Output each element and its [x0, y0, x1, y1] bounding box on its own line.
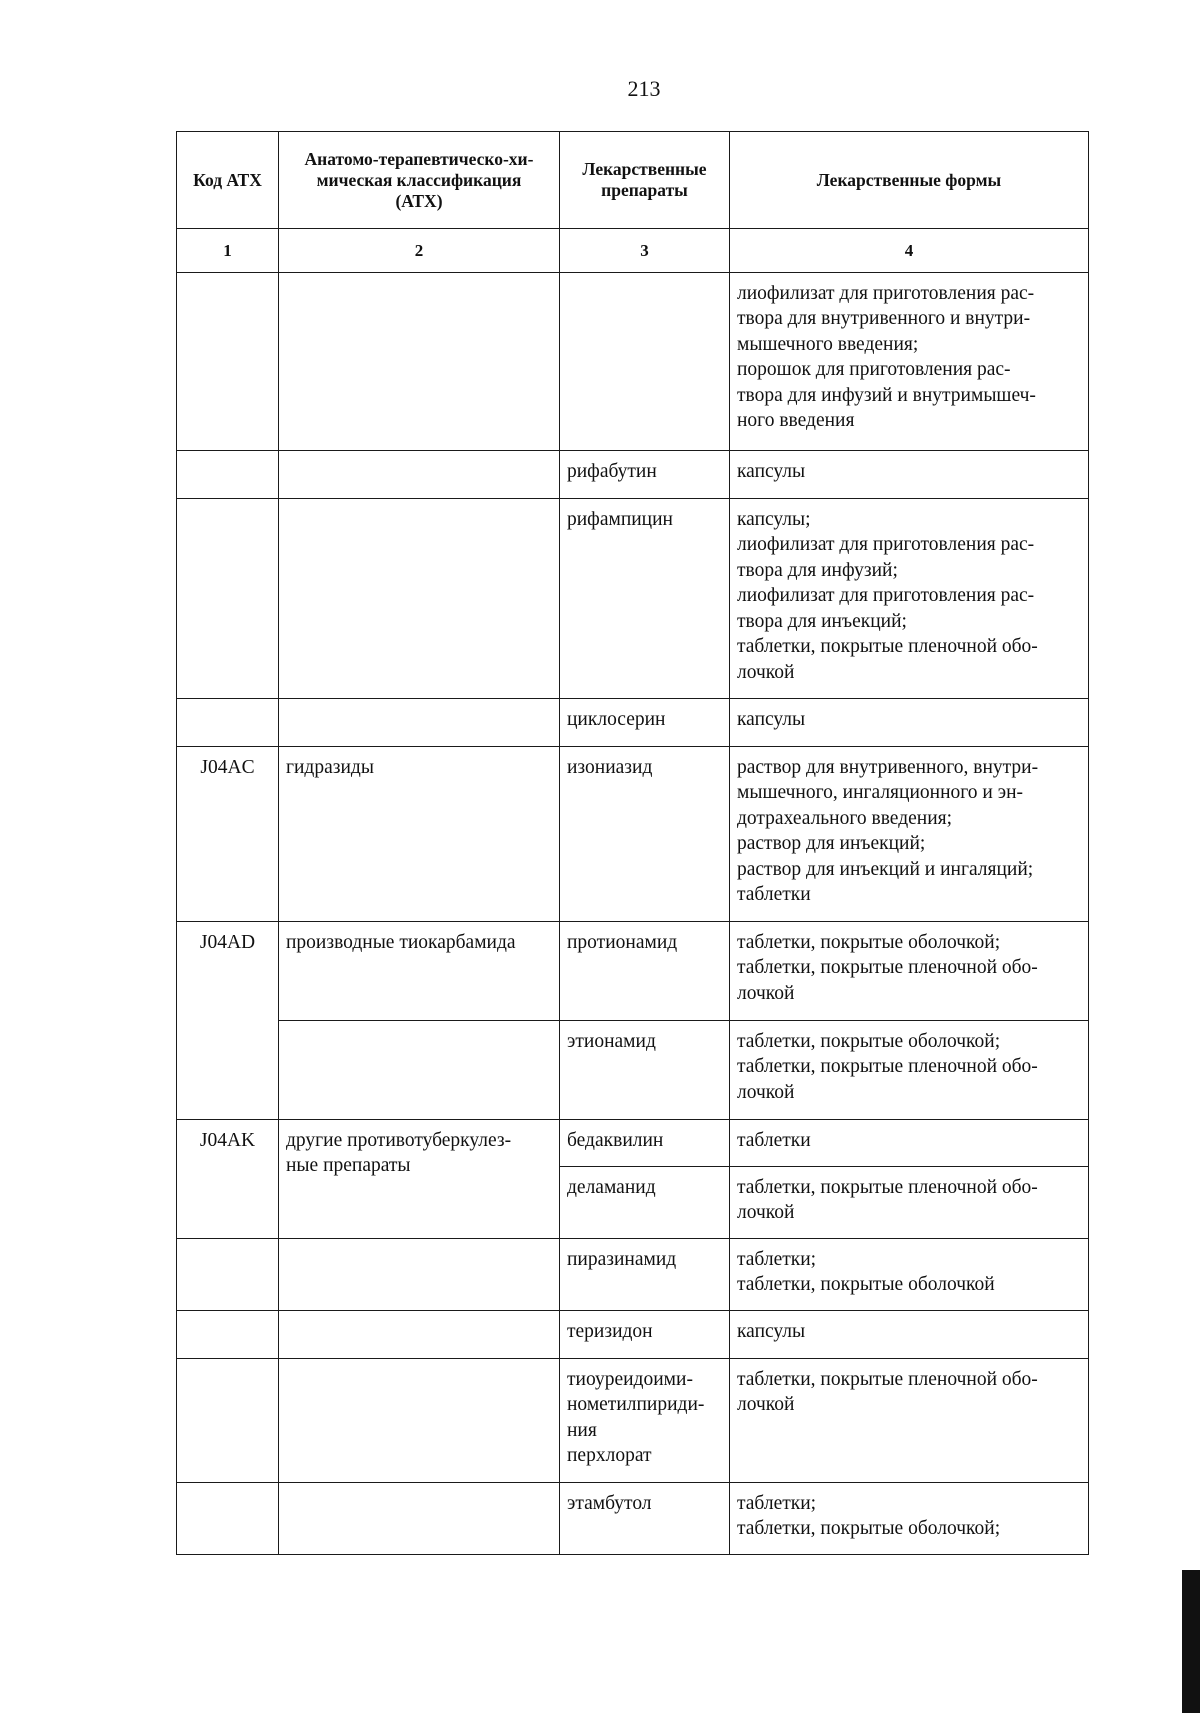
drug-cell: пиразинамид [560, 1238, 730, 1310]
table-row [177, 450, 1089, 498]
drug-cell: тиоуреидоими- нометилпириди- ния перхлорат [560, 1358, 730, 1482]
atc-code-cell [177, 272, 279, 450]
header-drugs: Лекарственные препараты [560, 132, 730, 229]
classification-cell [279, 698, 560, 746]
table-row [177, 698, 1089, 746]
drug-cell: деламанид [560, 1166, 730, 1238]
atc-table [176, 131, 1089, 1555]
forms-cell: капсулы [730, 698, 1089, 746]
forms-cell: таблетки [730, 1119, 1089, 1166]
table-row [177, 1119, 1089, 1166]
atc-code-cell [177, 450, 279, 498]
table-row [177, 1482, 1089, 1554]
classification-cell [279, 272, 560, 450]
header-forms: Лекарственные формы [730, 132, 1089, 229]
column-number: 3 [560, 229, 730, 273]
forms-cell: таблетки, покрытые пленочной обо- лочкой [730, 1358, 1089, 1482]
classification-cell: другие противотуберкулез- ные препараты [279, 1119, 560, 1238]
forms-cell: таблетки, покрытые оболочкой; таблетки, покрытые пленочной обо- лочкой [730, 1020, 1089, 1119]
drug-cell: изониазид [560, 746, 730, 921]
atc-code-cell: J04AK [177, 1119, 279, 1238]
drug-cell: этамбутол [560, 1482, 730, 1554]
forms-cell: капсулы [730, 1310, 1089, 1358]
forms-cell: капсулы; лиофилизат для приготовления рас- твора для инфузий; лиофилизат для приготовления рас- твора для инъекций; таблетки, покрытые пленочной обо- лочкой [730, 498, 1089, 698]
forms-cell: таблетки; таблетки, покрытые оболочкой [730, 1238, 1089, 1310]
drug-cell: рифампицин [560, 498, 730, 698]
atc-code-cell [177, 498, 279, 698]
header-code: Код АТХ [177, 132, 279, 229]
drug-cell: бедаквилин [560, 1119, 730, 1166]
table-row [177, 1310, 1089, 1358]
table-row [177, 1358, 1089, 1482]
table-row [177, 1020, 1089, 1119]
atc-code-cell: J04AD [177, 921, 279, 1119]
atc-code-cell [177, 1358, 279, 1482]
forms-cell: лиофилизат для приготовления рас- твора для внутривенного и внутри- мышечного введения; порошок для приготовления рас- твора для инфузий и внутримышеч- ного введения [730, 272, 1089, 450]
forms-cell: таблетки, покрытые пленочной обо- лочкой [730, 1166, 1089, 1238]
table-row [177, 1238, 1089, 1310]
classification-cell [279, 450, 560, 498]
drug-cell: теризидон [560, 1310, 730, 1358]
header-classification: Анатомо-терапевтическо-хи- мическая классификация (АТХ) [279, 132, 560, 229]
column-number: 1 [177, 229, 279, 273]
drug-cell: этионамид [560, 1020, 730, 1119]
atc-code-cell [177, 1238, 279, 1310]
scan-edge-bar [1182, 1570, 1200, 1713]
forms-cell: раствор для внутривенного, внутри- мышечного, ингаляционного и эн- дотрахеального введения; раствор для инъекций; раствор для инъекций и ингаляций; таблетки [730, 746, 1089, 921]
classification-cell [279, 1310, 560, 1358]
column-number-row [177, 229, 1089, 273]
drug-cell: протионамид [560, 921, 730, 1020]
header-row [177, 132, 1089, 229]
atc-code-cell: J04AC [177, 746, 279, 921]
drug-cell: рифабутин [560, 450, 730, 498]
column-number: 2 [279, 229, 560, 273]
atc-code-cell [177, 698, 279, 746]
classification-cell [279, 498, 560, 698]
table-row [177, 921, 1089, 1020]
atc-code-cell [177, 1310, 279, 1358]
drug-cell [560, 272, 730, 450]
classification-cell [279, 1020, 560, 1119]
table-row [177, 272, 1089, 450]
column-number: 4 [730, 229, 1089, 273]
forms-cell: таблетки, покрытые оболочкой; таблетки, покрытые пленочной обо- лочкой [730, 921, 1089, 1020]
classification-cell [279, 1482, 560, 1554]
classification-cell: гидразиды [279, 746, 560, 921]
classification-cell [279, 1238, 560, 1310]
forms-cell: таблетки; таблетки, покрытые оболочкой; [730, 1482, 1089, 1554]
forms-cell: капсулы [730, 450, 1089, 498]
classification-cell: производные тиокарбамида [279, 921, 560, 1020]
table-row [177, 498, 1089, 698]
atc-code-cell [177, 1482, 279, 1554]
table-row [177, 746, 1089, 921]
classification-cell [279, 1358, 560, 1482]
page-number: 213 [627, 76, 661, 101]
drug-cell: циклосерин [560, 698, 730, 746]
